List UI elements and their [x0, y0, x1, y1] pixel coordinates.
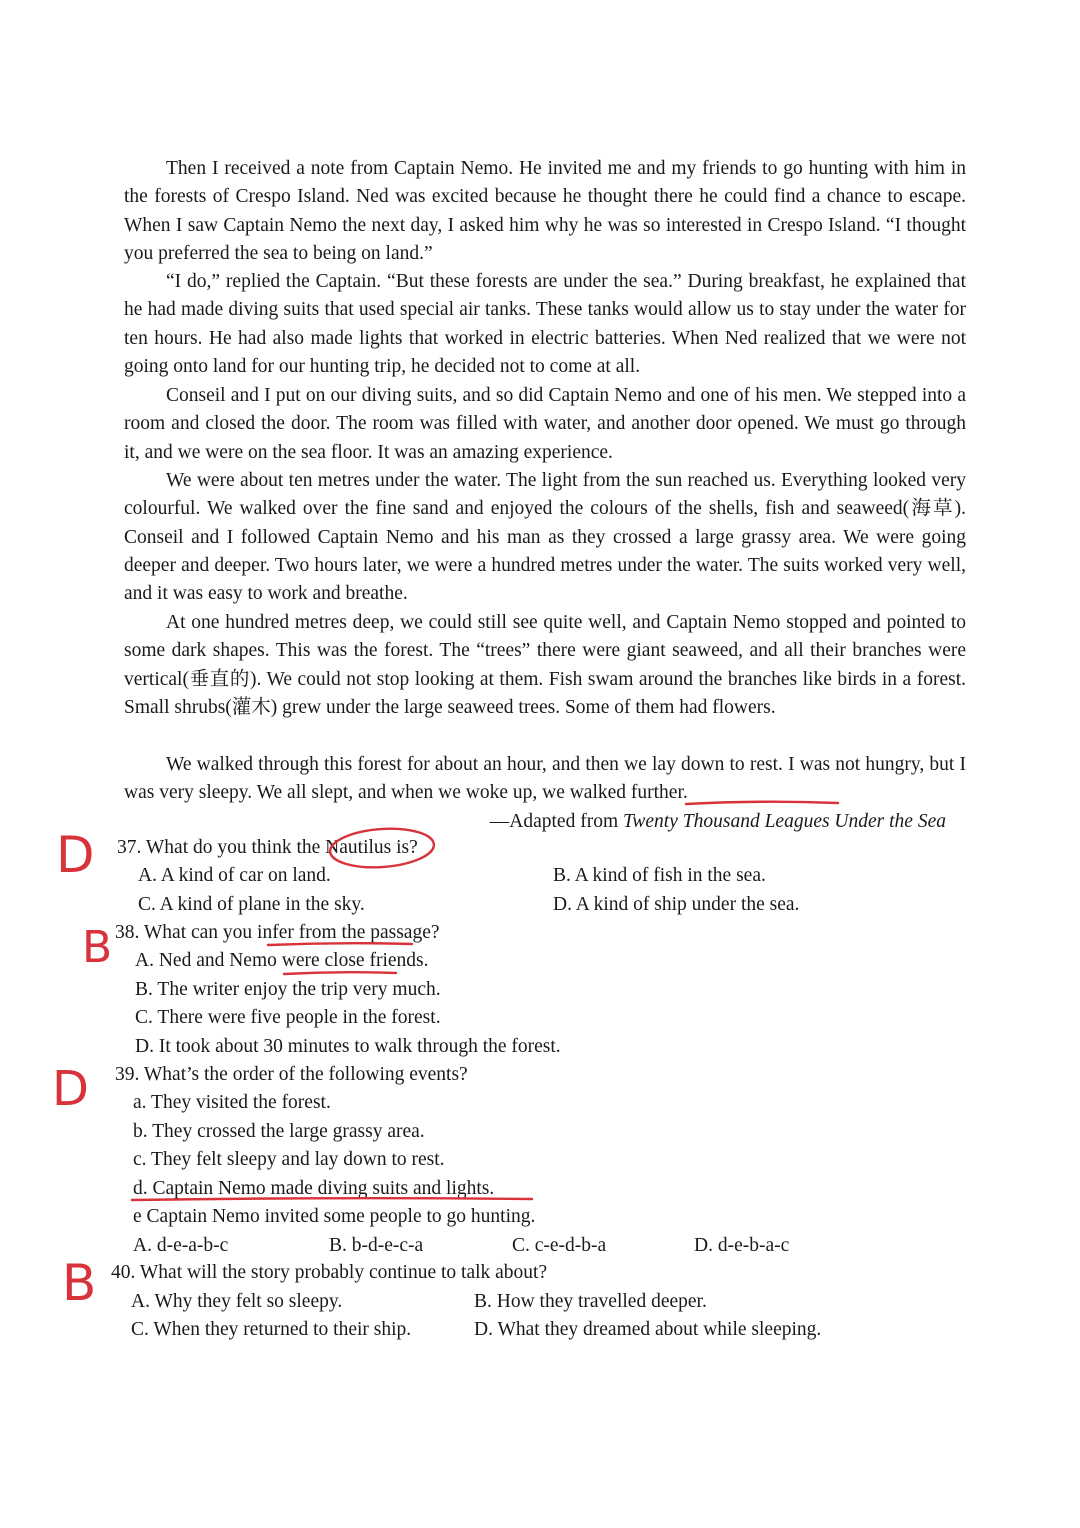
question-39-event-d: d. Captain Nemo made diving suits and lights. [133, 1178, 495, 1199]
question-39-event-e: e Captain Nemo invited some people to go hunting. [133, 1206, 536, 1227]
answer-38-mark: B [82, 922, 113, 973]
question-40-option-d: D. What they dreamed about while sleeping. [474, 1319, 822, 1340]
question-39-event-c: c. They felt sleepy and lay down to rest. [133, 1149, 445, 1170]
answer-40-mark: B [62, 1254, 97, 1312]
passage-source [440, 808, 946, 836]
question-40-option-b: B. How they travelled deeper. [474, 1291, 707, 1312]
question-38-option-c: C. There were five people in the forest. [135, 1007, 441, 1028]
passage-paragraph-2: “I do,” replied the Captain. “But these forests are under the sea.” During breakfast, he explained that he had made diving suits that used special air tanks. These tanks would allow us to stay under the water for ten hours. He had also made lights that worked in electric batteries. When Ned realized that we were not going onto land for our hunting trip, he decided not to come at all. [124, 271, 966, 377]
passage-paragraph-3: Conseil and I put on our diving suits, and so did Captain Nemo and one of his men. We stepped into a room and closed the door. The room was filled with water, and another door opened. We must go through it, and we were on the sea floor. It was an amazing experience. [124, 385, 966, 463]
passage-paragraph-6: We walked through this forest for about an hour, and then we lay down to rest. I was not hungry, but I was very sleepy. We all slept, and when we woke up, we walked further. [124, 754, 966, 804]
question-37-option-d: D. A kind of ship under the sea. [553, 894, 800, 915]
passage-paragraph-1: Then I received a note from Captain Nemo. He invited me and my friends to go hunting with him in the forests of Crespo Island. Ned was excited because he thought there he could find a chance to escape. When I saw Captain Nemo the next day, I asked him why he was so interested in Crespo Island. “I thought you preferred the sea to being on land.” [124, 158, 966, 264]
question-39-option-b: B. b-d-e-c-a [329, 1235, 424, 1256]
question-39-option-c: C. c-e-d-b-a [512, 1235, 607, 1256]
question-38-option-b: B. The writer enjoy the trip very much. [135, 979, 441, 1000]
question-38-stem: 38. What can you infer from the passage? [115, 922, 440, 943]
question-38-option-d: D. It took about 30 minutes to walk through the forest. [135, 1036, 561, 1057]
question-37-option-b: B. A kind of fish in the sea. [553, 865, 766, 886]
question-39-event-a: a. They visited the forest. [133, 1092, 331, 1113]
source-title: Twenty Thousand Leagues Under the Sea [623, 811, 946, 832]
question-39-option-a: A. d-e-a-b-c [133, 1235, 229, 1256]
question-40-option-a: A. Why they felt so sleepy. [131, 1291, 343, 1312]
answer-37-mark: D [56, 826, 95, 884]
question-39-stem: 39. What’s the order of the following events? [115, 1064, 468, 1085]
passage-paragraph-4: We were about ten metres under the water. The light from the sun reached us. Everything looked very colourful. We walked over the fine sand and enjoyed the colours of the shells, fish and seaweed(海草). Conseil and I followed Captain Nemo and his man as they crossed a large grassy area. We were going deeper and deeper. Two hours later, we were a hundred metres under the water. The suits worked very well, and it was easy to work and breathe. [124, 470, 966, 605]
question-40-stem: 40. What will the story probably continue to talk about? [111, 1262, 548, 1283]
question-39-event-b: b. They crossed the large grassy area. [133, 1121, 425, 1142]
passage-paragraph-5: At one hundred metres deep, we could still see quite well, and Captain Nemo stopped and pointed to some dark shapes. This was the forest. The “trees” there were giant seaweed, and all their branches were vertical(垂直的). We could not stop looking at them. Fish swam around the branches like birds in a forest. Small shrubs(灌木) grew under the large seaweed trees. Some of them had flowers. [124, 612, 966, 718]
question-38-option-a: A. Ned and Nemo were close friends. [135, 950, 429, 971]
source-prefix: —Adapted from [489, 811, 623, 832]
question-37-stem: 37. What do you think the Nautilus is? [117, 837, 418, 858]
question-39-option-d: D. d-e-b-a-c [694, 1235, 790, 1256]
question-40-option-c: C. When they returned to their ship. [131, 1319, 412, 1340]
question-37-option-c: C. A kind of plane in the sky. [138, 894, 365, 915]
answer-39-mark: D [52, 1061, 89, 1117]
question-37-option-a: A. A kind of car on land. [138, 865, 331, 886]
